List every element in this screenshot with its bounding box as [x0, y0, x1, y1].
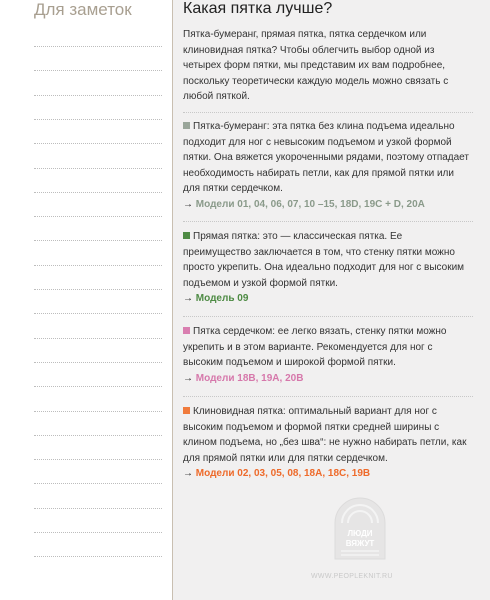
- notes-line: [34, 459, 162, 460]
- separator: [183, 396, 473, 397]
- section-text: Пятка-бумеранг: эта пятка без клина подъема идеально подходит для ног с невысоким подъемом и узкой формой пятки. Она вяжется укороченными рядами, поэтому отпадает необходимость набирать петли, как для прямой пятки или для пятки сердечком.: [183, 121, 469, 195]
- article-intro: Пятка-бумеранг, прямая пятка, пятка сердечком или клиновидная пятка? Чтобы облегчить выбор одной из четырех форм пятки, мы представим их вам подробнее, поскольку теоретически каждую модель можно связать с любой пяткой.: [183, 29, 449, 103]
- site-url: WWW.PEOPLEKNIT.RU: [311, 573, 393, 580]
- section-models: Модель 09: [195, 293, 249, 305]
- notes-line: [34, 411, 162, 412]
- notes-line: [34, 119, 162, 120]
- notes-column: [0, 0, 173, 600]
- square-icon: [183, 327, 190, 334]
- notes-line: [34, 216, 162, 217]
- section-text: Клиновидная пятка: оптимальный вариант для ног с высоким подъемом и формой пятки средней ширины с клином подъема, но „без шва“: не нужно набирать петли, как для прямой пятки или для пятки сердечком.: [183, 406, 467, 464]
- notes-line: [34, 313, 162, 314]
- section-models: Модели 02, 03, 05, 08, 18A, 18C, 19B: [195, 468, 371, 480]
- notes-line: [34, 435, 162, 436]
- notes-line: [34, 556, 162, 557]
- notes-line: [34, 362, 162, 363]
- article: [173, 0, 490, 600]
- section-text: Пятка сердечком: ее легко вязать, стенку пятки можно укрепить и в этом варианте. Рекомендуется для ног с высоким подъемом и широкой формой пятки.: [183, 326, 447, 369]
- peopleknit-logo-icon: [329, 495, 391, 565]
- square-icon: [183, 122, 190, 129]
- arrow-icon: →: [183, 198, 193, 210]
- notes-line: [34, 95, 162, 96]
- notes-line: [34, 192, 162, 193]
- notes-line: [34, 532, 162, 533]
- notes-line: [34, 143, 162, 144]
- square-icon: [183, 407, 190, 414]
- notes-line: [34, 386, 162, 387]
- separator: [183, 112, 473, 113]
- separator: [183, 316, 473, 317]
- notes-line: [34, 46, 162, 47]
- arrow-icon: →: [183, 468, 193, 480]
- notes-line: [34, 289, 162, 290]
- section-models: Модели 18B, 19A, 20B: [195, 372, 304, 384]
- notes-line: [34, 483, 162, 484]
- section-boomerang: [183, 119, 473, 213]
- notes-line: [34, 265, 162, 266]
- notes-line: [34, 508, 162, 509]
- separator: [183, 221, 473, 222]
- notes-title: Для заметок: [34, 0, 132, 19]
- section-heart: [183, 324, 473, 386]
- article-title: Какая пятка лучше?: [183, 0, 333, 17]
- arrow-icon: →: [183, 293, 193, 305]
- badge-line2: ВЯЖУТ: [345, 539, 375, 548]
- section-wedge: [183, 404, 473, 482]
- section-models: Модели 01, 04, 06, 07, 10 –15, 18D, 19C + D, 20A: [195, 198, 425, 210]
- square-icon: [183, 232, 190, 239]
- notes-line: [34, 338, 162, 339]
- notes-line: [34, 240, 162, 241]
- notes-line: [34, 70, 162, 71]
- section-text: Прямая пятка: это — классическая пятка. Ее преимущество заключается в том, что стенку пятки можно просто укрепить. Она идеально подходит для ног с высоким подъемом и узкой формой пятки.: [183, 231, 465, 289]
- arrow-icon: →: [183, 372, 193, 384]
- notes-line: [34, 168, 162, 169]
- section-straight: [183, 229, 473, 307]
- badge-line1: ЛЮДИ: [347, 529, 373, 538]
